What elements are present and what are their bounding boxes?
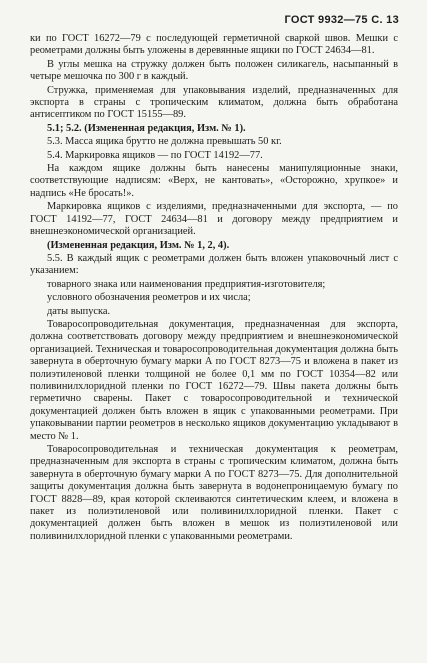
list-item-date: даты выпуска. [47, 305, 111, 317]
paragraph-export-marking: Маркировка ящиков с изделиями, предназначенными для экспорта, — по ГОСТ 14192—77, ГОСТ 24634—81 и договору между предприятием и внешнеэкономической организацией. [30, 201, 398, 238]
document-body [30, 33, 398, 544]
paragraph-revision-5-1: 5.1; 5.2. (Измененная редакция, Изм. № 1). [47, 122, 246, 134]
paragraph-documentation: Товаросопроводительная документация, предназначенная для экспорта, должна соответствовать договору между предприятием и внешнеэкономической организацией. Техническая и товаросопроводительная документация должна быть завернута в оберточную бумагу марки А по ГОСТ 8273—75 и вложена в пакет из полиэтиленовой пленки толщиной не более 0,1 мм по ГОСТ 10354—82 или поливинилхлоридной пленки по ГОСТ 16272—79. Швы пакета должны быть герметично сварены. Пакет с товаросопроводительной и технической документацией должен быть вложен в ящик с упакованными реометрами. При упаковывании партии реометров в несколько ящиков документацию укладывают в место № 1. [30, 318, 398, 442]
page-header: ГОСТ 9932—75 С. 13 [284, 14, 399, 26]
paragraph-tropical-documentation: Товаросопроводительная и техническая документация к реометрам, предназначенным для экспорта в страны с тропическим климатом, должна быть завернута в оберточную бумагу марки А по ГОСТ 8273—75. Для дополнительной защиты документация должна быть завернута в водонепроницаемую бумагу по ГОСТ 8828—89, края которой склеиваются синтетическим клеем, и вложена в пакет из полиэтиленовой или поливинилхлоридной пленки. Пакет с документацией должен быть вложен в мешок из полиэтиленовой или поливинилхлоридной пленки с упакованными реометрами. [30, 444, 398, 542]
paragraph-revision-1-2-4: (Измененная редакция, Изм. № 1, 2, 4). [47, 239, 230, 251]
paragraph-handling-signs: На каждом ящике должны быть нанесены манипуляционные знаки, соответствующие надписям: «Верх, не кантовать», «Осторожно, хрупкое» и надпись «Не бросать!». [30, 163, 398, 199]
paragraph-shavings: Стружка, применяемая для упаковывания изделий, предназначенных для экспорта в страны с тропическим климатом, должна быть обработана антисептиком по ГОСТ 15155—89. [30, 84, 398, 121]
list-item-trademark: товарного знака или наименования предприятия-изготовителя; [47, 278, 326, 290]
paragraph-silicagel: В углы мешка на стружку должен быть положен силикагель, насыпанный в четыре мешочка по 300 г в каждый. [30, 58, 398, 83]
list-item-designation: условного обозначения реометров и их числа; [47, 292, 251, 304]
paragraph-5-4: 5.4. Маркировка ящиков — по ГОСТ 14192—77. [47, 149, 263, 161]
paragraph-continuation: ки по ГОСТ 16272—79 с последующей герметичной сваркой швов. Мешки с реометрами должны быть уложены в деревянные ящики по ГОСТ 24634—81. [30, 33, 398, 57]
paragraph-5-3: 5.3. Масса ящика брутто не должна превышать 50 кг. [47, 136, 282, 148]
paragraph-5-5: 5.5. В каждый ящик с реометрами должен быть вложен упаковочный лист с указанием: [30, 252, 398, 277]
